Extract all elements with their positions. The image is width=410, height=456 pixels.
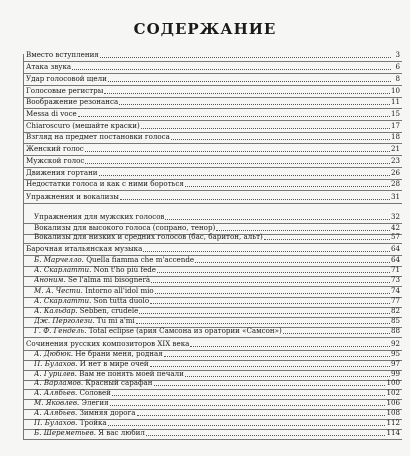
toc-entry-label	[34, 286, 154, 296]
toc-entry-title: Вам не понять моей печали	[79, 369, 184, 378]
toc-entry-label	[26, 86, 103, 96]
toc-entry-label	[34, 408, 136, 418]
dot-leader	[85, 163, 390, 164]
dot-leader	[185, 376, 390, 377]
toc-entry-page: 88	[390, 326, 400, 335]
toc-entry	[34, 326, 400, 336]
toc-entry-title: Соловей	[79, 388, 111, 397]
dot-leader	[139, 313, 390, 314]
toc-entry-author: Г. Ф. Гендель.	[34, 326, 87, 335]
toc-entry-label	[34, 296, 149, 306]
toc-entry-title: Intorno all'idol mio	[85, 286, 154, 295]
toc-entry-page: 64	[390, 244, 400, 253]
toc-entry-label	[34, 255, 194, 265]
row-divider	[24, 337, 402, 338]
toc-entry-author: А. Скарлатти.	[34, 296, 92, 305]
dot-leader	[150, 366, 390, 367]
left-border	[23, 54, 24, 440]
toc-entry-label	[26, 168, 98, 178]
dot-leader	[264, 239, 390, 240]
dot-leader	[108, 425, 386, 426]
toc-entry-title: Сочинения русских композиторов XIX века	[26, 339, 190, 348]
toc-entry-label	[34, 326, 282, 336]
toc-entry-label	[34, 265, 156, 275]
toc-entry-page: 112	[386, 418, 400, 427]
toc-entry-title: Вокализы для высокого голоса (сопрано, тенор)	[34, 223, 216, 232]
toc-entry-label	[34, 418, 107, 428]
toc-entry	[34, 232, 400, 242]
toc-entry-page: 85	[390, 316, 400, 325]
toc-entry-page: 64	[390, 255, 400, 264]
toc-entry-title: Se l'alma mi bisognerà	[67, 275, 151, 284]
toc-entry-page: 77	[390, 296, 400, 305]
toc-entry-title: Не брани меня, родная	[75, 349, 163, 358]
dot-leader	[108, 81, 391, 82]
toc-entry	[34, 265, 400, 275]
toc-entry	[34, 306, 400, 316]
toc-entry-label	[34, 316, 135, 326]
toc-entry-label	[26, 97, 118, 107]
dot-leader	[72, 69, 391, 70]
toc-entry-title: Вокализы для низких и средних голосов (бас, баритон, альт)	[34, 232, 263, 241]
toc-entry-title: Тройка	[79, 418, 107, 427]
toc-entry-title: Chiaroscuro (мешайте краски)	[26, 121, 140, 130]
toc-entry	[26, 179, 400, 189]
toc-entry-page: 23	[390, 156, 400, 165]
toc-entry-label	[34, 349, 163, 359]
toc-entry	[26, 244, 400, 254]
dot-leader	[78, 116, 390, 117]
toc-entry-title: Sebben, crudele	[79, 306, 139, 315]
toc-entry-label	[26, 244, 142, 254]
dot-leader	[137, 415, 386, 416]
dot-leader	[146, 435, 386, 436]
toc-entry	[34, 296, 400, 306]
toc-entry-page: 17	[390, 121, 400, 130]
page-title: СОДЕРЖАНИЕ	[133, 20, 277, 38]
toc-entry-page: 99	[390, 369, 400, 378]
toc-entry	[34, 275, 400, 285]
toc-entry-label	[34, 378, 153, 388]
toc-entry	[26, 50, 400, 60]
toc-entry	[26, 97, 400, 107]
toc-entry-page: 57	[390, 232, 400, 241]
toc-entry-label	[34, 388, 111, 398]
toc-entry-page: 114	[386, 428, 400, 437]
toc-entry	[34, 418, 400, 428]
toc-entry-page: 15	[390, 109, 400, 118]
toc-entry-title: Tu mi a'mi	[96, 316, 135, 325]
toc-entry	[26, 144, 400, 154]
toc-entry-title: Messa di voce	[26, 109, 77, 118]
toc-entry	[34, 398, 400, 408]
toc-entry-page: 10	[390, 86, 400, 95]
toc-entry	[26, 192, 400, 202]
toc-entry-title: Total eclipse (ария Самсона из оратории «Самсон»)	[88, 326, 282, 335]
dot-leader	[171, 139, 390, 140]
toc-entry	[26, 74, 400, 84]
toc-entry-title: Недостатки голоса и как с ними бороться	[26, 179, 184, 188]
dot-leader	[104, 93, 390, 94]
toc-entry-author: Аноним.	[34, 275, 66, 284]
toc-entry	[26, 156, 400, 166]
toc-entry-author: М. Яковлев.	[34, 398, 80, 407]
toc-entry-title: Упражнения и вокализы	[26, 192, 119, 201]
toc-entry-title: Quella fiamma che m'accende	[86, 255, 195, 264]
toc-entry-label	[34, 359, 149, 369]
dot-leader	[119, 104, 390, 105]
toc-entry-page: 92	[390, 339, 400, 348]
toc-entry	[26, 62, 400, 72]
toc-entry-page: 32	[390, 212, 400, 221]
toc-entry-author: Б. Марчелло.	[34, 255, 84, 264]
toc-entry	[34, 286, 400, 296]
toc-entry-page: 108	[386, 408, 400, 417]
dot-leader	[141, 128, 390, 129]
toc-entry-page: 74	[390, 286, 400, 295]
toc-entry-page: 95	[390, 349, 400, 358]
toc-entry-title: Вместо вступления	[26, 50, 99, 59]
toc-entry-page: 102	[386, 388, 400, 397]
toc-entry-author: А. Скарлатти.	[34, 265, 92, 274]
toc-entry-label	[34, 306, 138, 316]
toc-entry	[26, 168, 400, 178]
dot-leader	[110, 405, 386, 406]
toc-entry-author: П. Булахов.	[34, 359, 78, 368]
row-divider	[24, 190, 402, 191]
toc-entry-title: Non t'ho più fede	[93, 265, 157, 274]
dot-leader	[164, 356, 390, 357]
dot-leader	[143, 251, 390, 252]
toc-entry-title: Женский голос	[26, 144, 84, 153]
toc-entry-label	[34, 212, 164, 222]
toc-entry-title: Голосовые регистры	[26, 86, 104, 95]
toc-entry-page: 21	[390, 144, 400, 153]
dot-leader	[151, 282, 390, 283]
toc-entry-title: Взгляд на предмет постановки голоса	[26, 132, 170, 141]
toc-entry-page: 28	[390, 179, 400, 188]
toc-entry-author: А. Дюбюк.	[34, 349, 73, 358]
toc-entry	[34, 255, 400, 265]
toc-entry-page: 8	[395, 74, 400, 83]
toc-entry-author: А. Кальдар.	[34, 306, 78, 315]
toc-entry-label	[26, 192, 119, 202]
toc-entry-title: Элегия	[81, 398, 109, 407]
toc-entry-title: Упражнения для мужских голосов	[34, 212, 165, 221]
toc-entry-page: 73	[390, 275, 400, 284]
toc-entry-page: 11	[390, 97, 400, 106]
toc-entry-label	[26, 62, 71, 72]
toc-entry	[26, 339, 400, 349]
toc-entry-author: А. Гурилев.	[34, 369, 77, 378]
dot-leader	[185, 186, 390, 187]
toc-entry-label	[26, 50, 99, 60]
toc-entry-author: А. Алябьев.	[34, 408, 78, 417]
dot-leader	[100, 57, 391, 58]
dot-leader	[155, 293, 390, 294]
toc-entry-title: Зимняя дорога	[79, 408, 136, 417]
toc-entry-page: 71	[390, 265, 400, 274]
toc-entry-label	[26, 156, 84, 166]
toc-entry	[26, 132, 400, 142]
dot-leader	[190, 346, 390, 347]
toc-entry-page: 26	[390, 168, 400, 177]
toc-entry-label	[26, 121, 140, 131]
toc-entry-label	[26, 109, 77, 119]
toc-entry-title: Движения гортани	[26, 168, 98, 177]
dot-leader	[195, 262, 390, 263]
toc-entry	[26, 86, 400, 96]
toc-entry-page: 106	[386, 398, 400, 407]
toc-entry-page: 6	[395, 62, 400, 71]
toc-entry-page: 97	[390, 359, 400, 368]
toc-entry-title: Барочная итальянская музыка	[26, 244, 143, 253]
toc-entry-label	[26, 74, 107, 84]
toc-entry	[34, 359, 400, 369]
toc-entry-page: 82	[390, 306, 400, 315]
toc-entry-page: 3	[395, 50, 400, 59]
toc-entry-page: 100	[386, 378, 400, 387]
toc-entry	[34, 212, 400, 222]
toc-entry-title: Son tutta duolo	[93, 296, 150, 305]
toc-entry-label	[34, 398, 109, 408]
dot-leader	[112, 395, 386, 396]
dot-leader	[150, 303, 390, 304]
toc-entry	[34, 388, 400, 398]
toc-entry-title: И нет в мире очей	[79, 359, 149, 368]
toc-entry-label	[34, 275, 150, 285]
toc-entry-label	[26, 144, 84, 154]
toc-entry-author: П. Булахов.	[34, 418, 78, 427]
toc-entry-title: Мужской голос	[26, 156, 85, 165]
toc-entry-label	[26, 132, 170, 142]
toc-entry-label	[34, 428, 145, 438]
toc-entry-title: Воображение резонанса	[26, 97, 119, 106]
toc-entry-label	[34, 232, 263, 242]
toc-entry-title: Красный сарафан	[85, 378, 153, 387]
dot-leader	[165, 219, 389, 220]
toc-entry-author: А. Варламов.	[34, 378, 84, 387]
toc-entry-label	[26, 339, 189, 349]
dot-leader	[136, 323, 390, 324]
toc-entry-author: Б. Шереметьев.	[34, 428, 97, 437]
toc-entry-page: 18	[390, 132, 400, 141]
row-divider	[24, 439, 402, 440]
dot-leader	[157, 272, 390, 273]
toc-entry-title: Удар голосовой щели	[26, 74, 107, 83]
dot-leader	[85, 151, 390, 152]
toc-entry	[34, 378, 400, 388]
toc-entry-page: 42	[390, 223, 400, 232]
toc-entry-author: А. Алябьев.	[34, 388, 78, 397]
toc-entry-page: 31	[390, 192, 400, 201]
toc-entry-title: Я вас любил	[98, 428, 145, 437]
toc-entry	[34, 428, 400, 438]
toc-entry	[26, 109, 400, 119]
toc-entry-title: Атака звука	[26, 62, 72, 71]
toc-entry-label	[26, 179, 184, 189]
toc-entry	[26, 121, 400, 131]
dot-leader	[216, 230, 390, 231]
toc-entry	[34, 316, 400, 326]
dot-leader	[120, 199, 390, 200]
dot-leader	[154, 385, 386, 386]
dot-leader	[283, 333, 390, 334]
toc-entry-author: Дж. Перголези.	[34, 316, 95, 325]
toc-entry	[34, 349, 400, 359]
toc-entry-author: М. А. Чести.	[34, 286, 83, 295]
row-divider	[24, 203, 402, 204]
toc-entry	[34, 408, 400, 418]
dot-leader	[99, 175, 390, 176]
